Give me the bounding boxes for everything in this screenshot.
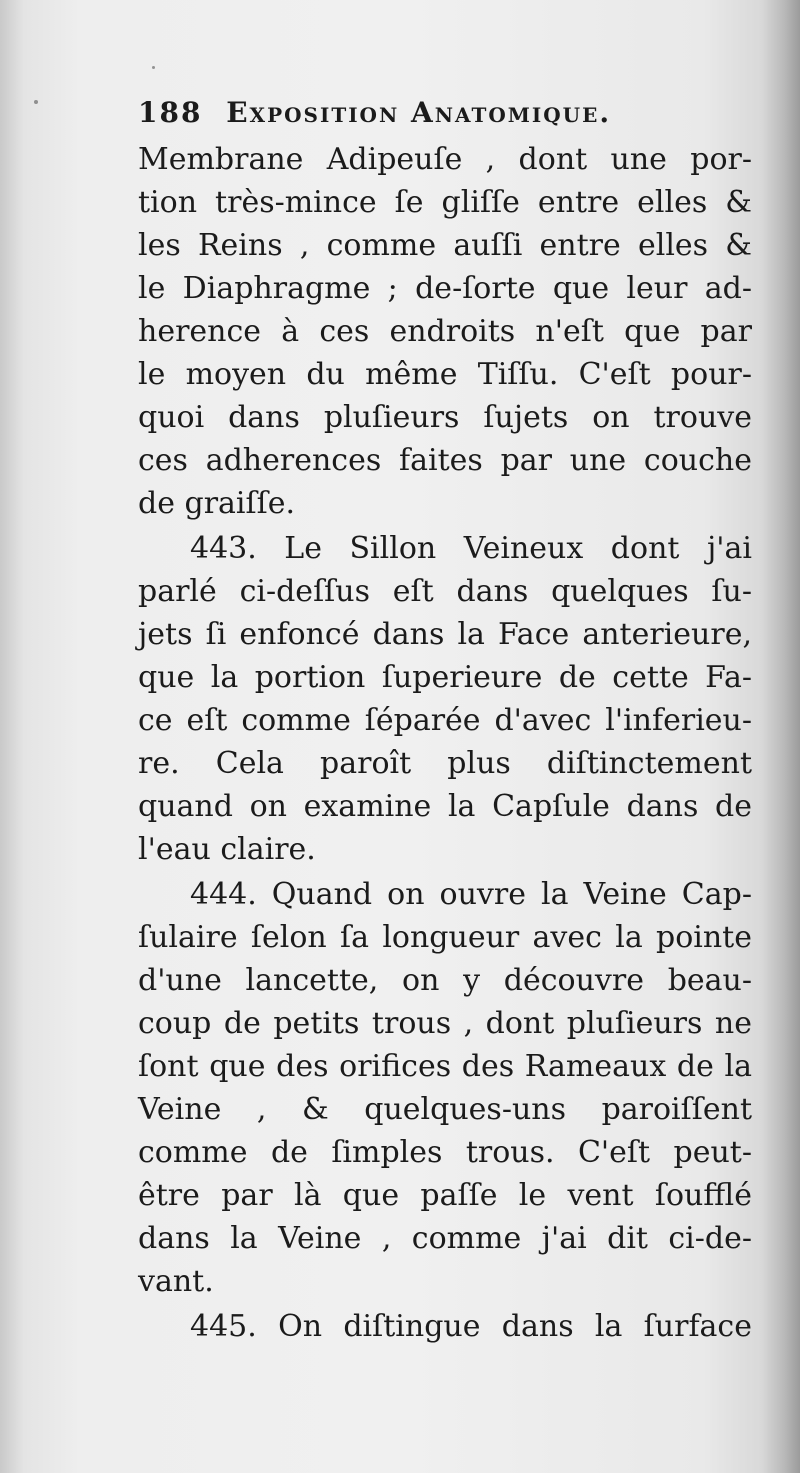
text-line: d'une lancette, on y découvre beau- [138, 963, 752, 998]
text-line: 444. Quand on ouvre la Veine Cap- [190, 877, 752, 912]
text-line: ſulaire ſelon ſa longueur avec la pointe [138, 920, 752, 955]
text-line: vant. [138, 1264, 214, 1299]
text-line: re. Cela paroît plus diſtinctement [138, 746, 752, 781]
text-line: ces adherences faites par une couche [138, 443, 752, 478]
text-line: Membrane Adipeuſe , dont une por- [138, 142, 752, 177]
text-line: ſont que des orifices des Rameaux de la [138, 1049, 752, 1084]
text-line: ce eſt comme ſéparée d'avec l'inferieu- [138, 703, 752, 738]
text-line: que la portion ſuperieure de cette Fa- [138, 660, 752, 695]
text-line: 445. On diſtingue dans la ſurface [190, 1309, 752, 1344]
paragraph-continuation [138, 138, 752, 525]
text-line: Veine , & quelques-uns paroiſſent [138, 1092, 752, 1127]
text-line: le Diaphragme ; de-ſorte que leur ad- [138, 271, 752, 306]
text-line: être par là que paſſe le vent ſoufflé [138, 1178, 752, 1213]
paragraph-444 [138, 873, 752, 1303]
text-line: l'eau claire. [138, 832, 316, 867]
text-line: parlé ci-deſſus eſt dans quelques ſu- [138, 574, 752, 609]
text-line: dans la Veine , comme j'ai dit ci-de- [138, 1221, 752, 1256]
text-line: herence à ces endroits n'eſt que par [138, 314, 752, 349]
text-line: quoi dans pluſieurs ſujets on trouve [138, 400, 752, 435]
paper-speck [34, 100, 38, 104]
paragraph-443 [138, 527, 752, 871]
page-edge-shadow [762, 0, 800, 1473]
paper-speck [152, 66, 155, 69]
text-line: les Reins , comme auſſi entre elles & [138, 228, 752, 263]
text-line: jets ſi enfoncé dans la Face anterieure, [138, 617, 752, 652]
text-line: de graiſſe. [138, 486, 296, 521]
running-head [138, 88, 752, 138]
text-line: quand on examine la Capſule dans de [138, 789, 752, 824]
running-title: Exposition Anatomique. [226, 96, 612, 129]
text-line: 443. Le Sillon Veineux dont j'ai [190, 531, 752, 566]
text-line: coup de petits trous , dont pluſieurs ne [138, 1006, 752, 1041]
paragraph-445 [138, 1305, 752, 1348]
page-text [138, 88, 752, 1348]
page-number: 188 [138, 96, 203, 129]
text-line: comme de ſimples trous. C'eſt peut- [138, 1135, 752, 1170]
text-line: le moyen du même Tiſſu. C'eſt pour- [138, 357, 752, 392]
text-line: tion très-mince ſe gliſſe entre elles & [138, 185, 752, 220]
